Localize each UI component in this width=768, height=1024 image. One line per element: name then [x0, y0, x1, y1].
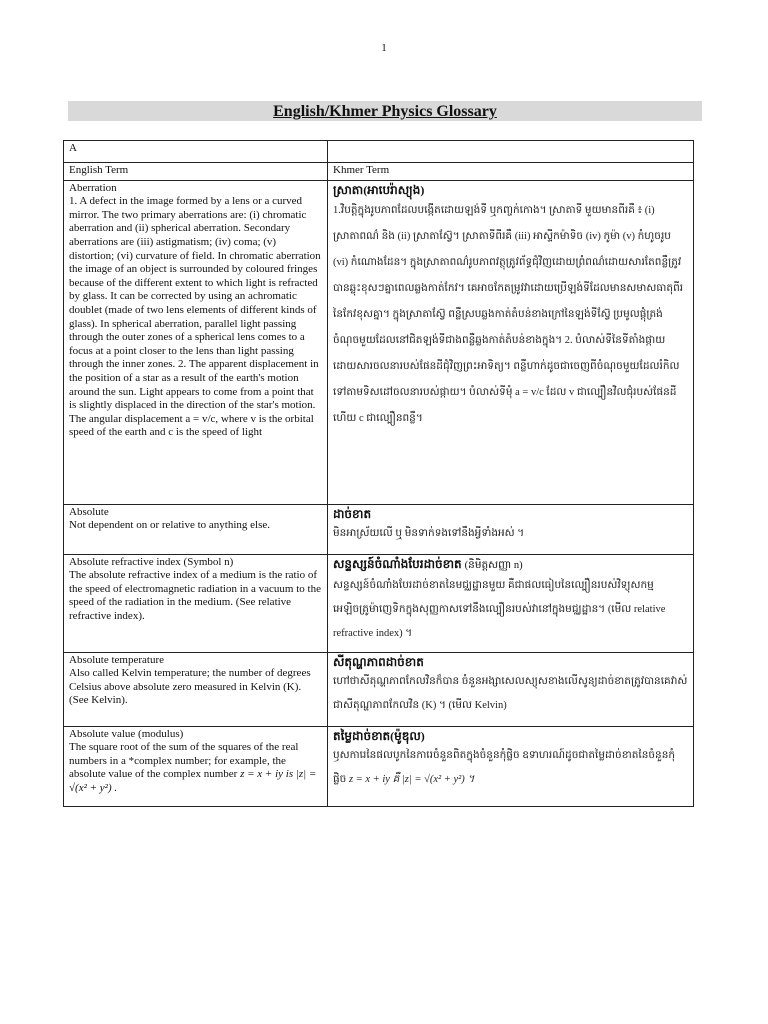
section-letter: A [64, 141, 328, 163]
section-empty-cell [328, 141, 694, 163]
khmer-term: តម្លៃដាច់ខាត(ម៉ូឌុល) [333, 728, 425, 743]
khmer-term-note: (និមិត្តសញ្ញា n) [464, 559, 523, 571]
section-row [64, 141, 694, 163]
glossary-table [63, 140, 694, 807]
english-definition: 1. A defect in the image formed by a lens or a curved mirror. The two primary aberrations are: (i) chromatic aberration and (ii) spherical aberration. Secondary aberrations are (iii) astigmatism; (iv) coma; (v) distortion; (vi) curvature of field. In chromatic aberration the image of an object is surrounded by coloured fringes because of the different extent to which light is refracted by glass. It can be corrected by using an achromatic doublet (made of two lens elements of different kinds of glass). In spherical aberration, parallel light passing through the outer zones of a spherical lens comes to a focus at a point closer to the lens than light passing through the inner zones. 2. The apparent displacement in the position of a star as a result of the earth's motion around the sun. Light appears to come from a point that is slightly displaced in the direction of the star's motion. The angular displacement a = v/c, where v is the orbital speed of the earth and c is the speed of light [69, 195, 321, 439]
english-definition: Not dependent on or relative to anything else. [69, 519, 270, 532]
khmer-term: សីតុណ្ហភាពដាច់ខាត [333, 654, 424, 669]
khmer-definition: ហៅថាសីតុណ្ហភាពកែលវិនក៏បាន ចំនួនអង្សាសេលស្យុសខាងលើសូន្យដាច់ខាតត្រូវបានគេវាស់ជាសីតុណ្ហភាពកែលវិន (K) ។ (មើល Kelvin) [333, 675, 688, 711]
khmer-definition: សន្ទស្សន៍ចំណាំងបែរដាច់ខាតនៃមជ្ឈដ្ឋានមួយ គឺជាផលធៀបនៃល្បឿនរបស់វិទ្យុសកម្មអេឡិចត្រូម៉ាញេទិកក្នុងសុញ្ញកាសទៅនឹងល្បឿនរបស់វានៅក្នុងមជ្ឈដ្ឋាន។ (មើល relative refractive index) ។ [333, 579, 666, 639]
header-khmer: Khmer Term [328, 163, 694, 181]
english-term: Absolute refractive index (Symbol n) [69, 555, 234, 568]
header-row [64, 163, 694, 181]
khmer-definition: 1.វិបត្តិក្នុងរូបភាពដែលបង្កើតដោយឡង់ទី ឬកញ្ចក់កោង។ ស្រាតាទី មួយមានពីរគឺ ៖ (i) ស្រាតាពណ៌ និង (ii) ស្រាតាស្វ៊ែ។ ស្រាតាទីពីរគឺ (iii) អាស្ទីកម៉ាទិច (iv) កូម៉ា (v) កំហូចរូប (vi) កំណោងដែន។ ក្នុងស្រាតាពណ៌រូបភាពវត្ថុត្រូវព័ទ្ធជុំវិញដោយព្រំពណ៌ដោយសារតែពន្លឺត្រូវបានឆ្លុះខុសៗគ្នាពេលឆ្លងកាត់កែវ។ គេអាចកែតម្រូវវាដោយប្រើឡង់ទីដែលមានសមាសធាតុពីរនៃកែវខុសគ្នា។ ក្នុងស្រាតាស្វ៊ែ ពន្លឺស្របឆ្លងកាត់តំបន់ខាងក្រៅនៃឡង់ទីស្វ៊ែ ប្រមូលផ្តុំត្រង់ចំណុចមួយដែលនៅជិតឡង់ទីជាងពន្លឺឆ្លងកាត់តំបន់ខាងក្នុង។ 2. បំលាស់ទីនៃទីតាំងផ្កាយ ដោយសារចលនារបស់ផែនដីជុំវិញព្រះអាទិត្យ។ ពន្លឺហាក់ដូចជាចេញពីចំណុចមួយដែលរំកិលទៅតាមទិសដៅចលនារបស់ផ្កាយ។ បំលាស់ទីមុំ a = v/c ដែល v ជាល្បឿនវិលជុំរបស់ផែនដី ហើយ c ជាល្បឿនពន្លឺ។ [333, 204, 684, 424]
page-number: 1 [381, 42, 387, 54]
header-english: English Term [64, 163, 328, 181]
khmer-definition: ឫសការេនៃផលបូកនៃការេចំនួនពិតក្នុងចំនួនកុំផ្លិច ឧទាហរណ៍ដូចជាតម្លៃដាច់ខាតនៃចំនួនកុំផ្លិច z = x + iy គឺ |z| = √(x² + y²) ។ [333, 749, 676, 785]
table-row [64, 554, 694, 652]
khmer-term: សន្ទស្សន៍ចំណាំងបែរដាច់ខាត [333, 556, 462, 571]
english-term: Aberration [69, 181, 117, 194]
khmer-definition: មិនអាស្រ័យលើ ឬ មិនទាក់ទងទៅនឹងអ្វីទាំងអស់ ។ [333, 527, 525, 539]
table-row [64, 652, 694, 726]
english-term: Absolute temperature [69, 653, 164, 666]
english-definition: The square root of the sum of the squares of the real numbers in a *complex number; for example, the absolute value of the complex number z = x + iy is |z| = √(x² + y²) . [69, 741, 317, 794]
complex-number-formula: z = x + iy is |z| = √(x² + y²) . [69, 768, 317, 794]
english-definition: The absolute refractive index of a medium is the ratio of the speed of electromagnetic radiation in a vacuum to the speed of the radiation in the medium. (See relative refractive index). [69, 569, 321, 622]
table-row [64, 180, 694, 504]
table-row [64, 726, 694, 806]
table-row [64, 504, 694, 554]
khmer-term: ដាច់ខាត [333, 506, 372, 521]
khmer-complex-number-formula: z = x + iy គឺ |z| = √(x² + y²) ។ [348, 773, 475, 785]
english-term: Absolute value (modulus) [69, 727, 184, 740]
english-definition: Also called Kelvin temperature; the number of degrees Celsius above absolute zero measured in Kelvin (K). (See Kelvin). [69, 667, 311, 707]
document-title-bar [68, 101, 702, 121]
document-title: English/Khmer Physics Glossary [273, 103, 497, 120]
khmer-term: ស្រាតា(អាបេរ៉ាស្យុង) [333, 182, 425, 197]
english-term: Absolute [69, 505, 109, 518]
